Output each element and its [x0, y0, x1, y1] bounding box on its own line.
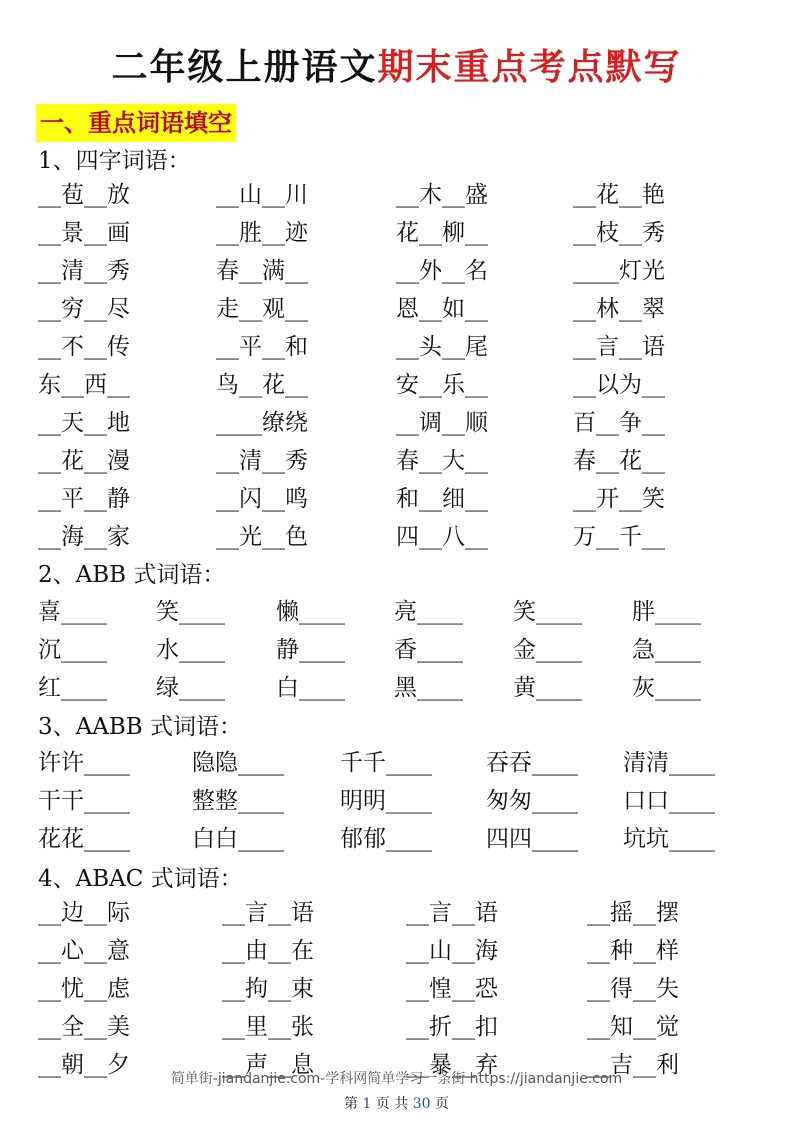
part4-label: 4、ABAC 式词语： [38, 866, 243, 892]
word-blank: 整整____ [192, 788, 284, 814]
word-row [0, 178, 793, 212]
word-blank: __头__尾 [396, 334, 488, 360]
word-blank: __由__在 [222, 938, 314, 964]
section-heading: 一、重点词语填空 [36, 104, 236, 142]
word-blank: __景__画 [38, 220, 130, 246]
page-current: 1 [362, 1096, 372, 1112]
word-blank: 东__西__ [38, 372, 130, 398]
word-row [0, 934, 793, 968]
word-row [0, 784, 793, 818]
part3-label: 3、AABB 式词语： [38, 714, 242, 740]
word-blank: __边__际 [38, 900, 130, 926]
page-prefix: 第 [343, 1096, 358, 1112]
word-blank: __外__名 [396, 258, 488, 284]
word-blank: 亮____ [394, 599, 463, 625]
word-blank: __折__扣 [406, 1014, 498, 1040]
word-blank: __朝__夕 [38, 1052, 130, 1078]
word-blank: __木__盛 [396, 182, 488, 208]
word-blank: __枝__秀 [573, 220, 665, 246]
word-blank: __种__样 [587, 938, 679, 964]
word-blank: __不__传 [38, 334, 130, 360]
word-row [0, 368, 793, 402]
page-suffix: 页 [435, 1096, 449, 1112]
word-blank: __言__语 [406, 900, 498, 926]
word-blank: 四__八__ [396, 524, 488, 550]
footer-watermark: 简单街-jiandanjie.com-学科网简单学习一条街 https://jiandanjie.com [170, 1071, 623, 1087]
word-blank: __言__语 [573, 334, 665, 360]
word-blank: 花__柳__ [396, 220, 488, 246]
word-blank: __拘__束 [222, 976, 314, 1002]
word-blank: __平__和 [216, 334, 308, 360]
word-blank: 水____ [156, 637, 225, 663]
word-row [0, 520, 793, 554]
page-number [0, 1093, 793, 1113]
word-blank: 鸟__花__ [216, 372, 308, 398]
word-blank: 黄____ [513, 675, 582, 701]
word-blank: __闪__鸣 [216, 486, 308, 512]
word-blank: 干干____ [38, 788, 130, 814]
word-blank: __全__美 [38, 1014, 130, 1040]
word-blank: __言__语 [222, 900, 314, 926]
word-blank: 坑坑____ [623, 826, 715, 852]
part2-label: 2、ABB 式词语： [38, 562, 226, 588]
word-blank: 万__千__ [573, 524, 665, 550]
word-blank: __花__漫 [38, 448, 130, 474]
word-row [0, 633, 793, 667]
word-blank: __惶__恐 [406, 976, 498, 1002]
word-row [0, 254, 793, 288]
word-blank: 笑____ [156, 599, 225, 625]
page-mid: 页 共 [375, 1096, 409, 1112]
word-row [0, 595, 793, 629]
word-blank: __摇__摆 [587, 900, 679, 926]
word-row [0, 292, 793, 326]
word-blank: 春__大__ [396, 448, 488, 474]
word-blank: __开__笑 [573, 486, 665, 512]
word-blank: 沉____ [38, 637, 107, 663]
word-blank: __胜__迹 [216, 220, 308, 246]
word-blank: __山__海 [406, 938, 498, 964]
word-blank: 和__细__ [396, 486, 488, 512]
word-blank: __海__家 [38, 524, 130, 550]
word-blank: __以为__ [573, 372, 665, 398]
word-blank: 千千____ [340, 750, 432, 776]
word-blank: 许许____ [38, 750, 130, 776]
word-blank: 灰____ [632, 675, 701, 701]
word-blank: ____缭绕 [216, 410, 308, 436]
word-blank: __苞__放 [38, 182, 130, 208]
word-row [0, 671, 793, 705]
word-row [0, 896, 793, 930]
word-blank: __清__秀 [216, 448, 308, 474]
part1-label: 1、四字词语： [38, 148, 191, 174]
word-row [0, 1010, 793, 1044]
word-blank: __里__张 [222, 1014, 314, 1040]
word-blank: 香____ [394, 637, 463, 663]
word-row [0, 822, 793, 856]
word-blank: __得__失 [587, 976, 679, 1002]
word-row [0, 216, 793, 250]
word-blank: 走__观__ [216, 296, 308, 322]
word-blank: __调__顺 [396, 410, 488, 436]
word-row [0, 406, 793, 440]
word-blank: __忧__虑 [38, 976, 130, 1002]
word-blank: 笑____ [513, 599, 582, 625]
word-blank: 吞吞____ [486, 750, 578, 776]
word-blank: __天__地 [38, 410, 130, 436]
title-red: 期末重点考点默写 [377, 46, 682, 88]
word-blank: 安__乐__ [396, 372, 488, 398]
word-blank: 隐隐____ [192, 750, 284, 776]
word-blank: __平__静 [38, 486, 130, 512]
word-blank: __花__艳 [573, 182, 665, 208]
word-blank: 静____ [276, 637, 345, 663]
word-blank: __吉__利 [587, 1052, 679, 1078]
word-blank: 红____ [38, 675, 107, 701]
word-blank: 明明____ [340, 788, 432, 814]
word-blank: 春__满__ [216, 258, 308, 284]
page-title [0, 42, 793, 92]
word-row [0, 330, 793, 364]
word-blank: 口口____ [623, 788, 715, 814]
word-blank: __声__息 [222, 1052, 314, 1078]
word-blank: 胖____ [632, 599, 701, 625]
word-blank: 白白____ [192, 826, 284, 852]
word-row [0, 746, 793, 780]
word-blank: 懒____ [276, 599, 345, 625]
word-blank: __林__翠 [573, 296, 665, 322]
title-black: 二年级上册语文 [111, 46, 378, 88]
word-blank: 匆匆____ [486, 788, 578, 814]
word-blank: __清__秀 [38, 258, 130, 284]
page-total: 30 [412, 1096, 431, 1112]
word-blank: 黑____ [394, 675, 463, 701]
word-blank: 急____ [632, 637, 701, 663]
word-blank: 郁郁____ [340, 826, 432, 852]
word-blank: __知__觉 [587, 1014, 679, 1040]
word-blank: __心__意 [38, 938, 130, 964]
word-blank: __光__色 [216, 524, 308, 550]
word-blank: 四四____ [486, 826, 578, 852]
word-blank: 恩__如__ [396, 296, 488, 322]
word-blank: __穷__尽 [38, 296, 130, 322]
word-blank: 百__争__ [573, 410, 665, 436]
word-blank: __山__川 [216, 182, 308, 208]
word-row [0, 482, 793, 516]
word-blank: __暴__弃 [406, 1052, 498, 1078]
word-blank: 花花____ [38, 826, 130, 852]
word-blank: 春__花__ [573, 448, 665, 474]
word-blank: 绿____ [156, 675, 225, 701]
word-blank: 白____ [276, 675, 345, 701]
word-blank: 金____ [513, 637, 582, 663]
word-blank: ____灯光 [573, 258, 665, 284]
word-blank: 清清____ [623, 750, 715, 776]
word-row [0, 444, 793, 478]
word-row [0, 972, 793, 1006]
word-blank: 喜____ [38, 599, 107, 625]
